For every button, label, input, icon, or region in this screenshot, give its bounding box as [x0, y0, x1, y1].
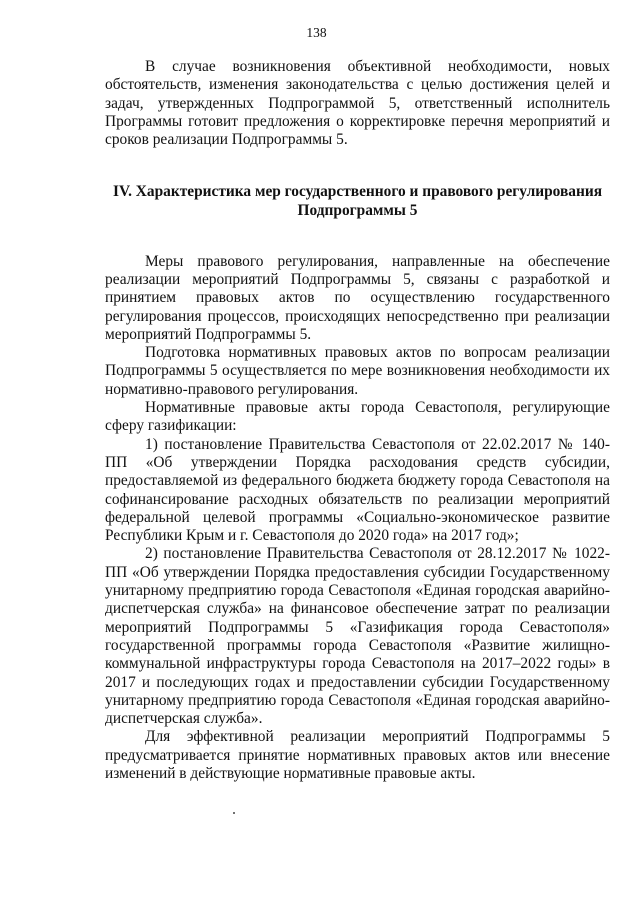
page-number: 138 — [306, 25, 327, 40]
list-item-resolution-1: 1) постановление Правительства Севастополя от 22.02.2017 № 140-ПП «Об утверждении Порядка расходования средств субсидии, предоставляемой из федерального бюджета бюджету города Севастополя на софинансирование расходных обязательств по реализации мероприятий федеральной целевой программы «Социально-экономическое развитие Республики Крым и г. Севастополя до 2020 года» на 2017 год»; — [105, 435, 610, 545]
list-item-resolution-2: 2) постановление Правительства Севастополя от 28.12.2017 № 1022-ПП «Об утверждении Порядка предоставления субсидии Государственному унитарному предприятию города Севастополя «Единая городская аварийно-диспетчерская служба» на финансовое обеспечение затрат по реализации мероприятий Подпрограммы 5 «Газификация города Севастополя» государственной программы города Севастополя «Развитие жилищно-коммунальной инфраструктуры города Севастополя на 2017–2022 годы» в 2017 и последующих годах и предоставлении субсидии Государственному унитарному предприятию города Севастополя «Единая городская аварийно-диспетчерская служба». — [105, 545, 610, 728]
paragraph-preparation: Подготовка нормативных правовых актов по вопросам реализации Подпрограммы 5 осуществляется по мере возникновения необходимости их нормативно-правового регулирования. — [105, 344, 610, 398]
scan-speck — [233, 812, 235, 814]
paragraph-conclusion: Для эффективной реализации мероприятий Подпрограммы 5 предусматривается принятие нормативных правовых актов или внесение изменений в действующие нормативные правовые акты. — [105, 728, 610, 782]
paragraph-legal-measures: Меры правового регулирования, направленные на обеспечение реализации мероприятий Подпрограммы 5, связаны с разработкой и принятием правовых актов по осуществлению государственного регулирования процессов, происходящих непосредственно при реализации мероприятий Подпрограммы 5. — [105, 252, 610, 343]
section-heading-line-1: IV. Характеристика мер государственного и правового регулирования — [112, 183, 603, 201]
intro-paragraph: В случае возникновения объективной необходимости, новых обстоятельств, изменения законодательства с целью достижения целей и задач, утвержденных Подпрограммой 5, ответственный исполнитель Программы готовит предложения о корректировке перечня мероприятий и сроков реализации Подпрограммы 5. — [105, 58, 610, 149]
section-heading — [105, 183, 610, 220]
document-body — [105, 58, 610, 783]
paragraph-normative-acts: Нормативные правовые акты города Севастополя, регулирующие сферу газификации: — [105, 399, 610, 435]
section-heading-line-2: Подпрограммы 5 — [297, 202, 418, 220]
